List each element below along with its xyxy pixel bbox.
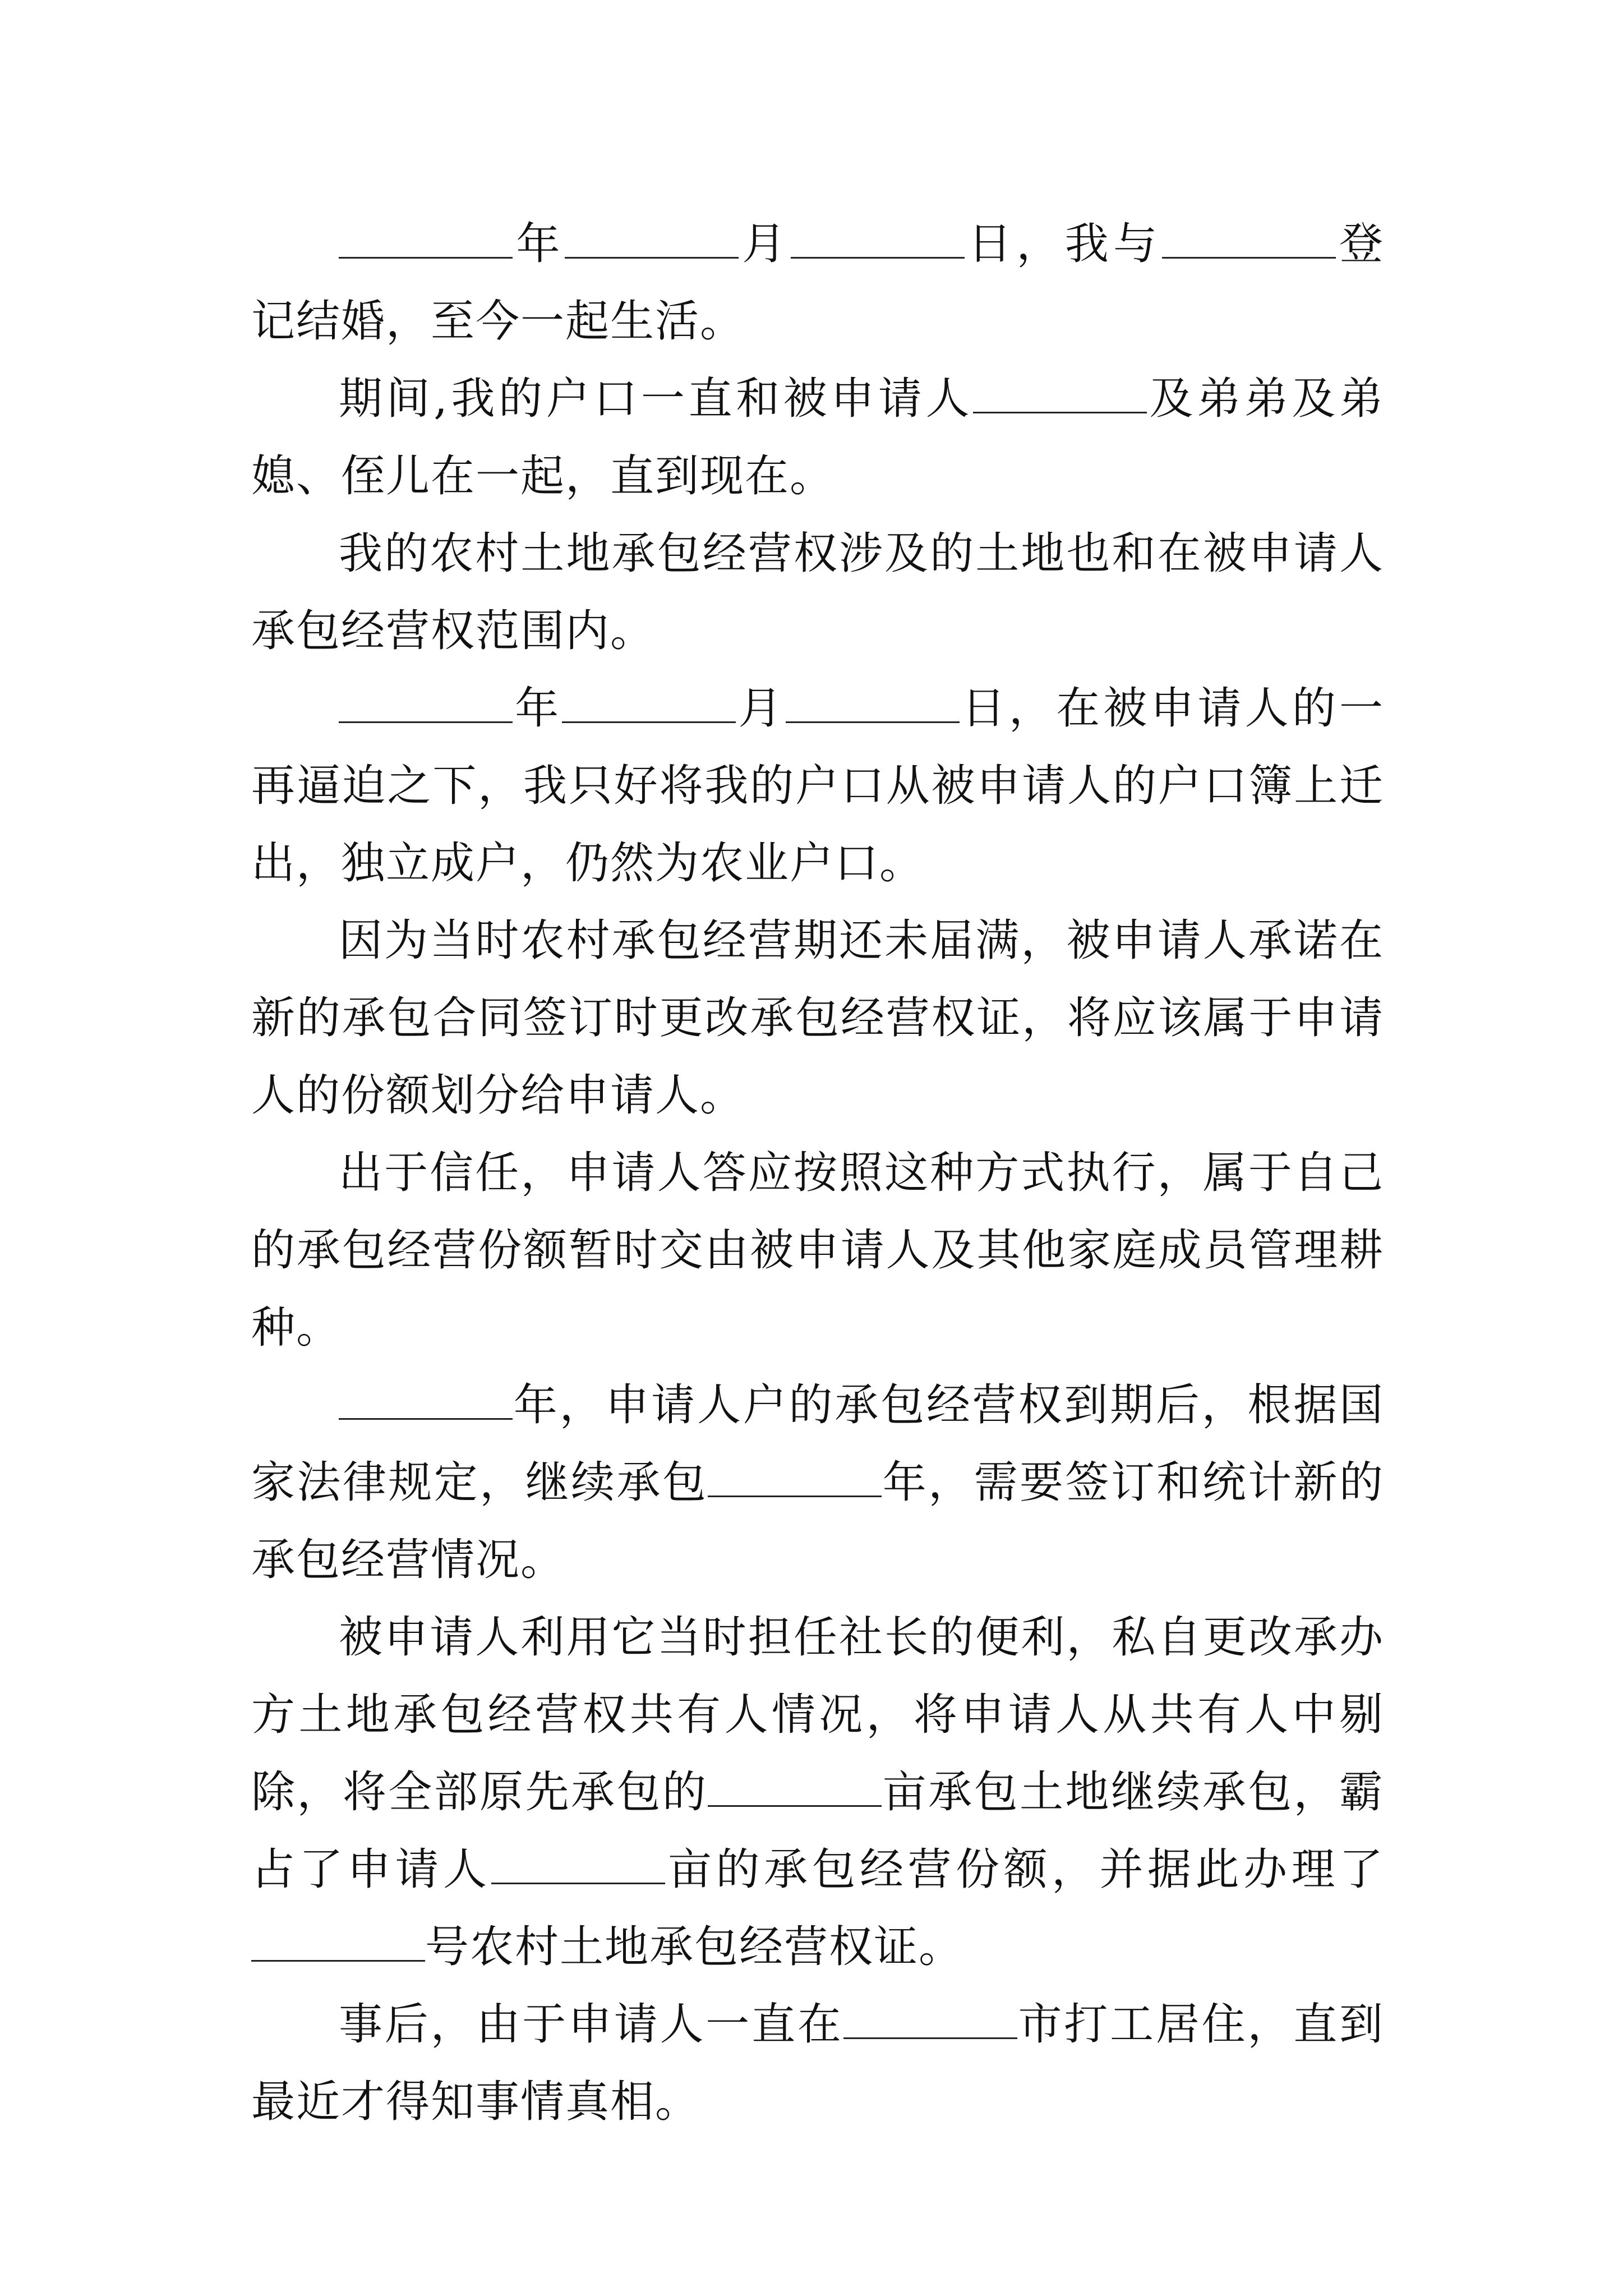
paragraph-text: 出于信任，申请人答应按照这种方式执行，属于自己的承包经营份额暂时交由被申请人及其他家庭成员管理耕种。 [251,1148,1384,1353]
fill-in-blank [339,223,513,259]
fill-in-blank [786,688,960,723]
paragraph-text: 年，申请人户的承包经营权到期后，根据国家法律规定，继续承包 [251,1380,1384,1508]
paragraph-p6 [251,1134,1384,1366]
paragraph-p5 [251,902,1384,1134]
paragraph-p9 [251,1986,1384,2141]
paragraph-text: 登记结婚，至今一起生活。 [251,219,1384,347]
paragraph-p7 [251,1366,1384,1599]
paragraph-text: 月 [738,219,791,269]
fill-in-blank [565,223,739,259]
paragraph-text: 亩承包土地继续承包，霸占了申请人 [251,1767,1384,1895]
paragraph-text: 事后，由于申请人一直在 [339,1999,843,2050]
paragraph-p2 [251,360,1384,515]
paragraph-text: 我的农村土地承包经营权涉及的土地也和在被申请人承包经营权范围内。 [251,528,1384,656]
paragraph-p8 [251,1599,1384,1986]
paragraph-p3 [251,515,1384,670]
paragraph-text: 因为当时农村承包经营期还未届满，被申请人承诺在新的承包合同签订时更改承包经营权证，将应该属于申请人的份额划分给申请人。 [251,915,1384,1121]
paragraph-text: 日，我与 [964,219,1162,269]
paragraph-text: 及弟弟及弟媳、侄儿在一起，直到现在。 [251,374,1384,501]
fill-in-blank [251,1926,425,1962]
paragraph-text: 期间,我的户口一直和被申请人 [339,374,974,424]
fill-in-blank [562,688,736,723]
paragraph-p1 [251,205,1384,360]
paragraph-text: 号农村土地承包经营权证。 [425,1922,964,1972]
paragraph-text: 市打工居住，直到最近才得知事情真相。 [251,1999,1384,2127]
paragraph-text: 年，需要签订和统计新的承包经营情况。 [251,1457,1384,1585]
paragraph-p4 [251,670,1384,902]
paragraph-text: 年 [513,683,562,734]
fill-in-blank [708,1772,882,1807]
fill-in-blank [843,2004,1017,2039]
fill-in-blank [1162,223,1336,259]
fill-in-blank [973,378,1147,413]
paragraph-text: 年 [513,219,565,269]
paragraph-text: 亩的承包经营份额，并据此办理了 [665,1844,1384,1895]
paragraph-text: 被申请人利用它当时担任社长的便利，私自更改承办方土地承包经营权共有人情况，将申请人从共有人中剔除，将全部原先承包的 [251,1612,1384,1818]
document-body [251,205,1384,2141]
paragraph-text: 月 [736,683,786,734]
fill-in-blank [339,688,513,723]
fill-in-blank [339,1384,513,1420]
fill-in-blank [791,223,965,259]
paragraph-text: 日，在被申请人的一再逼迫之下，我只好将我的户口从被申请人的户口簿上迁出，独立成户，仍然为农业户口。 [251,683,1384,889]
fill-in-blank [708,1462,882,1497]
fill-in-blank [491,1849,665,1884]
